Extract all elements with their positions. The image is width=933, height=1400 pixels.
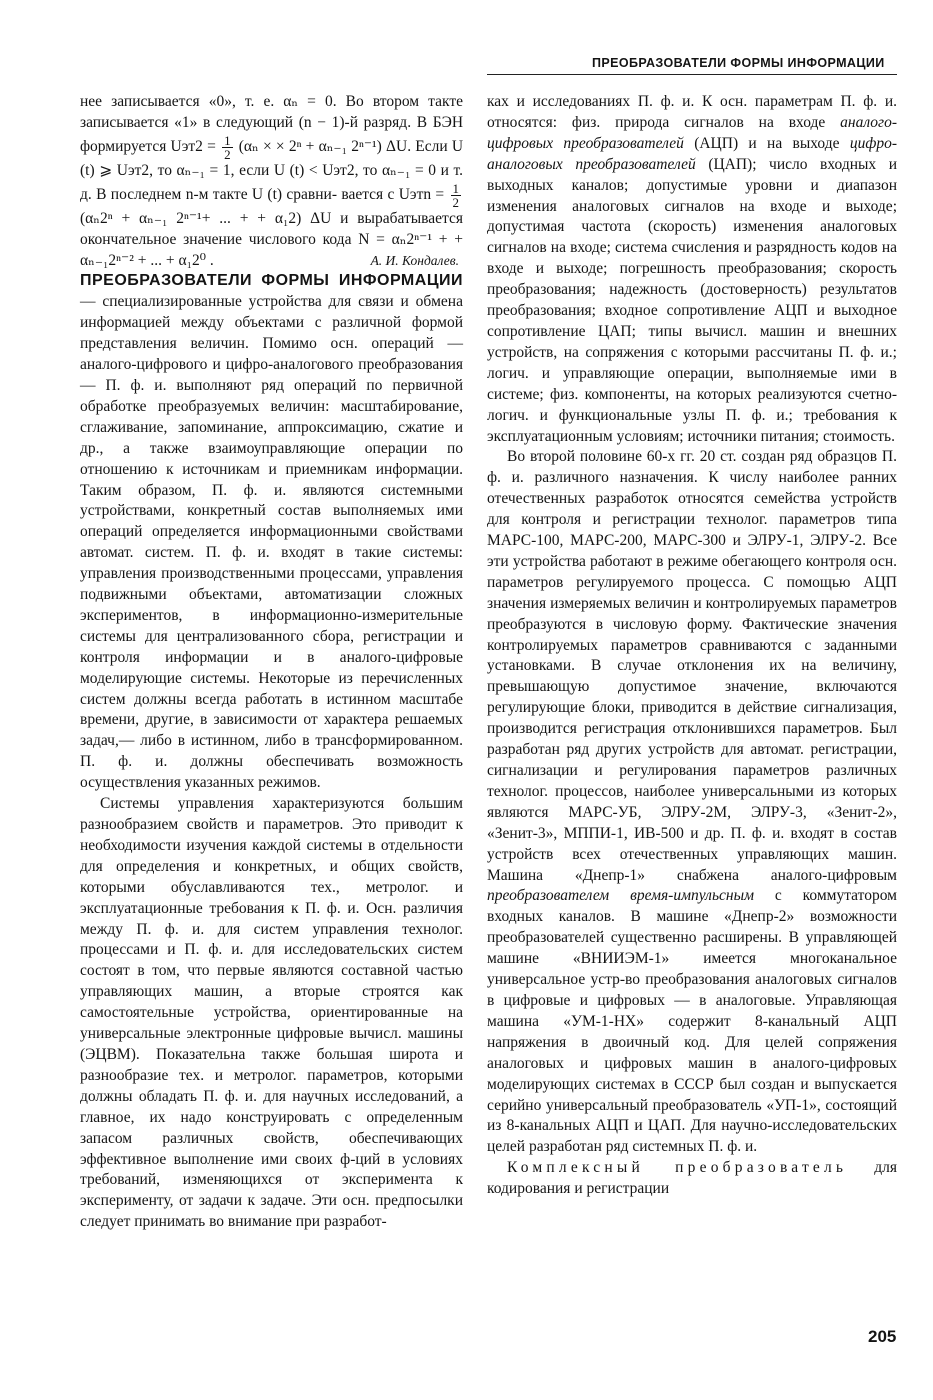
article-text-4a: Во второй половине 60-х гг. 20 ст. создан ряд образцов П. ф. и. различного назначения. К числу наиболее ранних отечественных разработок относятся семейства устройств для контроля и регистрации технолог. параметров типа МАРС-100, МАРС-200, МАРС-300 и ЭЛРУ-1, ЭЛРУ-2. Все эти устройства работают в режиме обегающего контроля осн. параметров регулируемого процесса. С помощью АЦП значения измеряемых величин и контролируемых параметров преобразуются в числовую форму. Фактические значения контролируемых параметров сравниваются с заданными установками. В случае отклонения их на величину, превышающую допустимое значение, включаются регулирующие блоки, приводится в действие сигнализация, производится регистрация отклонившихся параметров. Был разработан ряд других устройств для автомат. регистрации, сигнализации и регулирования параметров различных технолог. процессов, наиболее универсальными из которых являются МАРС-УБ, ЭЛРУ-2М, ЭЛРУ-3, «Зенит-2», «Зенит-3», МППИ-1, ИВ-500 и др. П. ф. и. входят в состав устройств всех отечественных управляющих машин. Машина «Днепр-1» снабжена аналого-цифровым <box>487 448 897 884</box>
article-text-3c: (ЦАП); число входных и выходных каналов; допустимые уровни и диапазон изменения аналоговых сигналов на входе и выходе; допустимая частота (скорость) изменения аналоговых сигналов на входе; система счисления и разрядность кодов на входе и выходе; погрешность преобразования; скорость преобразования; надежность (достоверность) результатов преобразования; входное сопротивление АЦП и выходное сопротивление ЦАП; типы вычисл. машин и внешних устройств, на сопряжения с которыми рассчитаны П. ф. и.; логич. и управляющие операции, выполняемые ими в системе; физ. компоненты, на которых реализуются счетно-логич. и функциональные узлы П. ф. и.; требования к эксплуатационным условиям; источники питания; стоимость. <box>487 155 898 445</box>
header-rule <box>487 74 897 75</box>
spaced-term: Комплексный преобразователь <box>507 1159 848 1177</box>
term-dac: цифро-аналоговых преобразователей <box>487 134 897 173</box>
article-paragraph-3 <box>487 92 897 447</box>
term-time-pulse: преобразователем время-импульсным <box>487 887 754 905</box>
article-paragraph-1 <box>80 271 463 794</box>
article-text-3b: (АЦП) и на выходе <box>683 134 850 152</box>
formula-line-3: × 2ⁿ + αₙ₋₁ 2ⁿ⁻¹) ΔU. Если U (t) ⩾ Uэт2, то αₙ₋₁ = 1, если U (t) < Uэт2, то αₙ₋₁ = 0 и т. д. В последнем n-м такте U (t) сравни- <box>80 137 464 203</box>
article-paragraph-2 <box>80 794 463 1233</box>
article-text-4b: с коммутатором входных каналов. В машине «Днепр-2» возможности преобразователей существенно расширены. В управляющей машине «ВНИИЭМ-1» имеется многоканальное универсальное устр-во преобразования аналоговых сигналов в цифровые и цифровых — в аналоговые. Управляющая машина «УМ-1-НХ» содержит 8-канальный АЦП напряжения в двоичный код. Для целей сопряжения аналоговых и цифровых машин в аналого-цифровых моделирующих системах в СССР был создан и выпускается серийно универсальный преобразователь «УП-1», состоящий из 8-канальных АЦП и ЦАП. Для научно-исследовательских целей разработан ряд системных П. ф. и. <box>487 887 897 1156</box>
article-text-5: для кодирования и регистрации <box>487 1159 897 1198</box>
formula-line-5: + α₁2) ΔU и вырабатывается окончательное значение числового кода N = αₙ2ⁿ⁻¹ + + αₙ₋₁2ⁿ⁻² + ... + α₁2⁰ . <box>80 209 463 269</box>
article-term: ПРЕОБРАЗОВАТЕЛИ ФОРМЫ ИНФОРМАЦИИ <box>80 272 463 290</box>
author-signature: А. И. Кондалев. <box>370 252 459 268</box>
page-number: 205 <box>868 1327 897 1346</box>
article-paragraph-5 <box>487 1158 897 1200</box>
article-paragraph-4 <box>487 447 897 1158</box>
article-text-1: — специализированные устройства для связи и обмена информацией между объектами с различной формой представления величин. Помимо осн. операций — аналого-цифрового и цифро-аналогового преобразования — П. ф. и. выполняют ряд операций по первичной обработке преобразуемых величин: масштабирование, сглаживание, запоминание, аппроксимацию, сжатие и др., а также взаимоуправляющие операции по отношению к источникам и приемникам информации. Таким образом, П. ф. и. являются системными устройствами, конкретный состав выполняемых ими операций определяется информационными свойствами автомат. систем. П. ф. и. входят в такие системы: управления производственными процессами, управления подвижными объектами, автоматизации сложных экспериментов, в информационно-измерительные системы для централизованного сбора, регистрации и контроля информации и в аналого-цифровые моделирующие системы. Некоторые из перечисленных систем должны всегда работать в истинном масштабе времени, другие, в зависимости от характера решаемых задач,— либо в истинном, либо в трансформированном. П. ф. и. должны обеспечивать возможность осуществления указанных режимов. <box>80 293 463 792</box>
formula-paragraph <box>80 92 463 271</box>
running-head: ПРЕОБРАЗОВАТЕЛИ ФОРМЫ ИНФОРМАЦИИ <box>592 56 885 70</box>
article-text-2: Системы управления характеризуются большим разнообразием свойств и параметров. Это приводит к необходимости изучения каждой системы в отдельности для определения и конкретных, и общих свойств, которыми обуславливаются тех., метролог. и эксплуатационные требования к П. ф. и. Осн. различия между П. ф. и. для систем управления технолог. процессами и П. ф. и. для исследовательских систем состоят в том, что первые являются составной частью управляющих машин, а вторые строятся как самостоятельные устройства, ориентированные на универсальные электронные цифровые вычисл. машины (ЭЦВМ). Показательна также большая широта и разнообразие тех. и метролог. параметров, которыми должны обладать П. ф. и. для научных исследований, а главное, их надо конструировать с определенным запасом различных свойств, обеспечивающих эффективное выполнение ими своих ф-ций в условиях требований, изменяющихся от эксперимента к эксперименту, от задачи к задаче. Эти осн. предпосылки следует принимать во внимание при разработ- <box>80 795 463 1231</box>
fraction-one-half-2: $\frac{1}{2}$ <box>452 180 460 210</box>
formula-line-4a: вается с Uэтn = <box>341 185 445 203</box>
right-column <box>487 92 897 1200</box>
term-adc: аналого-цифровых преобразователей <box>487 113 897 152</box>
formula-line-2a: разряд. В БЭН формируется Uэт2 = <box>80 113 464 155</box>
formula-line-2b: (αₙ × <box>238 137 272 155</box>
formula-line-1: нее записывается «0», т. е. αₙ = 0. Во втором такте записывается «1» в следующий (n − 1)-й <box>80 93 463 131</box>
formula-line-4b: (αₙ2ⁿ + αₙ₋₁ 2ⁿ⁻¹+ ... + <box>80 209 249 227</box>
fraction-one-half: $\frac{1}{2}$ <box>224 132 231 162</box>
article-text-3a: ках и исследованиях П. ф. и. К осн. параметрам П. ф. и. относятся: физ. природа сигналов на входе <box>487 93 897 131</box>
left-column <box>80 92 463 1233</box>
